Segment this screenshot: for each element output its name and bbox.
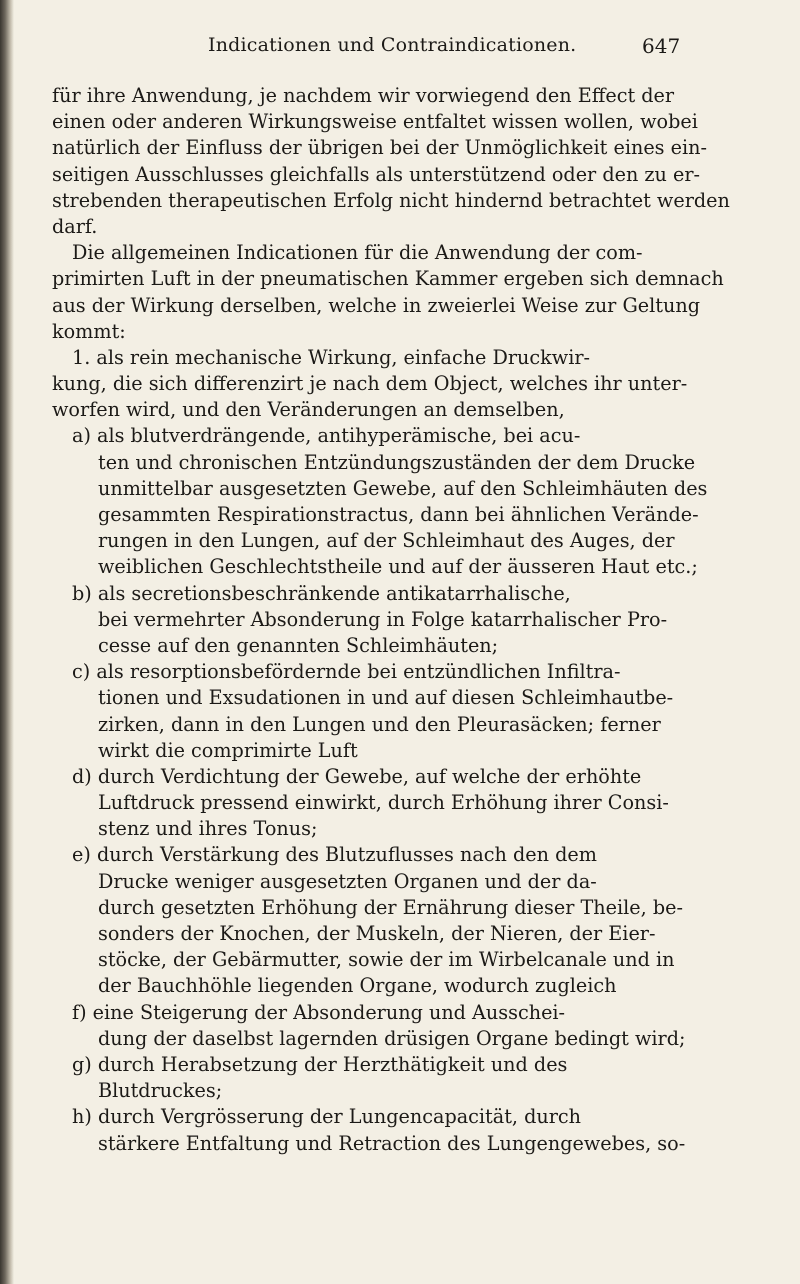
text-line: sonders der Knochen, der Muskeln, der Nieren, der Eier- bbox=[98, 922, 656, 945]
text-line: ten und chronischen Entzündungszuständen der dem Drucke bbox=[98, 450, 696, 474]
text-line: worfen wird, und den Veränderungen an demselben, bbox=[52, 398, 565, 422]
text-line: stärkere Entfaltung und Retraction des Lungengewebes, so- bbox=[98, 1131, 686, 1155]
text-line: kung, die sich differenzirt je nach dem Object, welches ihr unter- bbox=[52, 372, 688, 396]
text-line: 1. als rein mechanische Wirkung, einfache Druckwir- bbox=[72, 345, 591, 369]
text-line: strebenden therapeutischen Erfolg nicht hindernd betrachtet werden bbox=[52, 188, 730, 212]
text-line: seitigen Ausschlusses gleichfalls als unterstützend oder den zu er- bbox=[52, 162, 700, 186]
text-line: kommt: bbox=[52, 319, 126, 343]
text-line: b) als secretionsbeschränkende antikatarrhalische, bbox=[72, 581, 571, 605]
text-line: g) durch Herabsetzung der Herzthätigkeit und des bbox=[72, 1052, 568, 1076]
text-line: Drucke weniger ausgesetzten Organen und der da- bbox=[98, 869, 597, 893]
text-line: Luftdruck pressend einwirkt, durch Erhöhung ihrer Consi- bbox=[98, 791, 669, 815]
text-line: gesammten Respirationstractus, dann bei ähnlichen Verände- bbox=[98, 503, 699, 526]
page-number: 647 bbox=[642, 34, 681, 58]
text-line: natürlich der Einfluss der übrigen bei der Unmöglichkeit eines ein- bbox=[52, 136, 707, 160]
text-line: zirken, dann in den Lungen und den Pleurasäcken; ferner bbox=[98, 712, 661, 736]
text-line: Die allgemeinen Indicationen für die Anwendung der com- bbox=[72, 241, 643, 265]
text-line: der Bauchhöhle liegenden Organe, wodurch zugleich bbox=[98, 974, 617, 998]
text-line: a) als blutverdrängende, antihyperämische, bei acu- bbox=[72, 424, 581, 448]
text-line: einen oder anderen Wirkungsweise entfaltet wissen wollen, wobei bbox=[52, 110, 698, 134]
text-line: dung der daselbst lagernden drüsigen Organe bedingt wird; bbox=[98, 1026, 686, 1050]
text-line: aus der Wirkung derselben, welche in zweierlei Weise zur Geltung bbox=[52, 293, 700, 317]
text-line: d) durch Verdichtung der Gewebe, auf welche der erhöhte bbox=[72, 764, 642, 788]
running-title: Indicationen und Contraindicationen. bbox=[208, 34, 577, 56]
text-line: für ihre Anwendung, je nachdem wir vorwiegend den Effect der bbox=[52, 84, 675, 107]
text-line: rungen in den Lungen, auf der Schleimhaut des Auges, der bbox=[98, 529, 675, 553]
text-line: wirkt die comprimirte Luft bbox=[98, 738, 358, 762]
text-line: Blutdruckes; bbox=[98, 1079, 223, 1103]
text-line: f) eine Steigerung der Absonderung und Ausschei- bbox=[72, 1000, 566, 1024]
page-header bbox=[0, 34, 800, 64]
text-line: cesse auf den genannten Schleimhäuten; bbox=[98, 633, 499, 657]
text-line: e) durch Verstärkung des Blutzuflusses nach den dem bbox=[72, 843, 597, 867]
body-text bbox=[52, 83, 770, 1157]
text-line: primirten Luft in der pneumatischen Kammer ergeben sich demnach bbox=[52, 267, 724, 291]
text-line: h) durch Vergrösserung der Lungencapacität, durch bbox=[72, 1105, 582, 1129]
text-line: tionen und Exsudationen in und auf diesen Schleimhautbe- bbox=[98, 686, 674, 710]
book-spine-shadow bbox=[0, 0, 14, 1284]
text-line: c) als resorptionsbefördernde bei entzündlichen Infiltra- bbox=[72, 660, 621, 684]
text-line: stöcke, der Gebärmutter, sowie der im Wirbelcanale und in bbox=[98, 948, 675, 972]
text-line: bei vermehrter Absonderung in Folge katarrhalischer Pro- bbox=[98, 607, 668, 631]
text-line: darf. bbox=[52, 214, 98, 238]
text-line: durch gesetzten Erhöhung der Ernährung dieser Theile, be- bbox=[98, 895, 683, 919]
text-line: stenz und ihres Tonus; bbox=[98, 817, 318, 841]
text-line: weiblichen Geschlechtstheile und auf der äusseren Haut etc.; bbox=[98, 555, 698, 579]
text-line: unmittelbar ausgesetzten Gewebe, auf den Schleimhäuten des bbox=[98, 476, 708, 500]
